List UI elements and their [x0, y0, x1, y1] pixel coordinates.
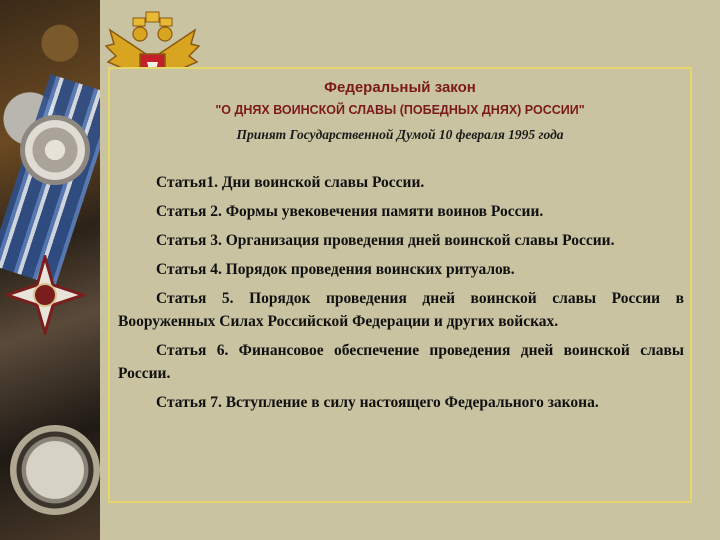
article-7: Статья 7. Вступление в силу настоящего Федерального закона. [156, 394, 599, 411]
law-adopted-note: Принят Государственной Думой 10 февраля 1995 года [236, 127, 564, 142]
law-panel [108, 67, 692, 503]
silver-medal-icon [20, 115, 90, 185]
article-3: Статья 3. Организация проведения дней воинской славы России. [156, 232, 615, 249]
article-6: Статья 6. Финансовое обеспечение проведения дней воинской славы России. [118, 342, 684, 382]
article-2: Статья 2. Формы увековечения памяти воинов России. [156, 203, 544, 220]
law-title-heading: "О ДНЯХ ВОИНСКОЙ СЛАВЫ (ПОБЕДНЫХ ДНЯХ) РОССИИ" [215, 103, 585, 117]
order-cross-icon [5, 255, 85, 335]
law-type-heading: Федеральный закон [324, 79, 476, 96]
article-list [118, 171, 684, 420]
article-1: Статья1. Дни воинской славы России. [156, 174, 425, 191]
article-4: Статья 4. Порядок проведения воинских ритуалов. [156, 261, 515, 278]
compass-icon [10, 425, 100, 515]
article-5: Статья 5. Порядок проведения дней воинской славы России в Вооруженных Силах Российской Федерации и других войсках. [118, 290, 684, 330]
medal-collage-image [0, 0, 100, 540]
